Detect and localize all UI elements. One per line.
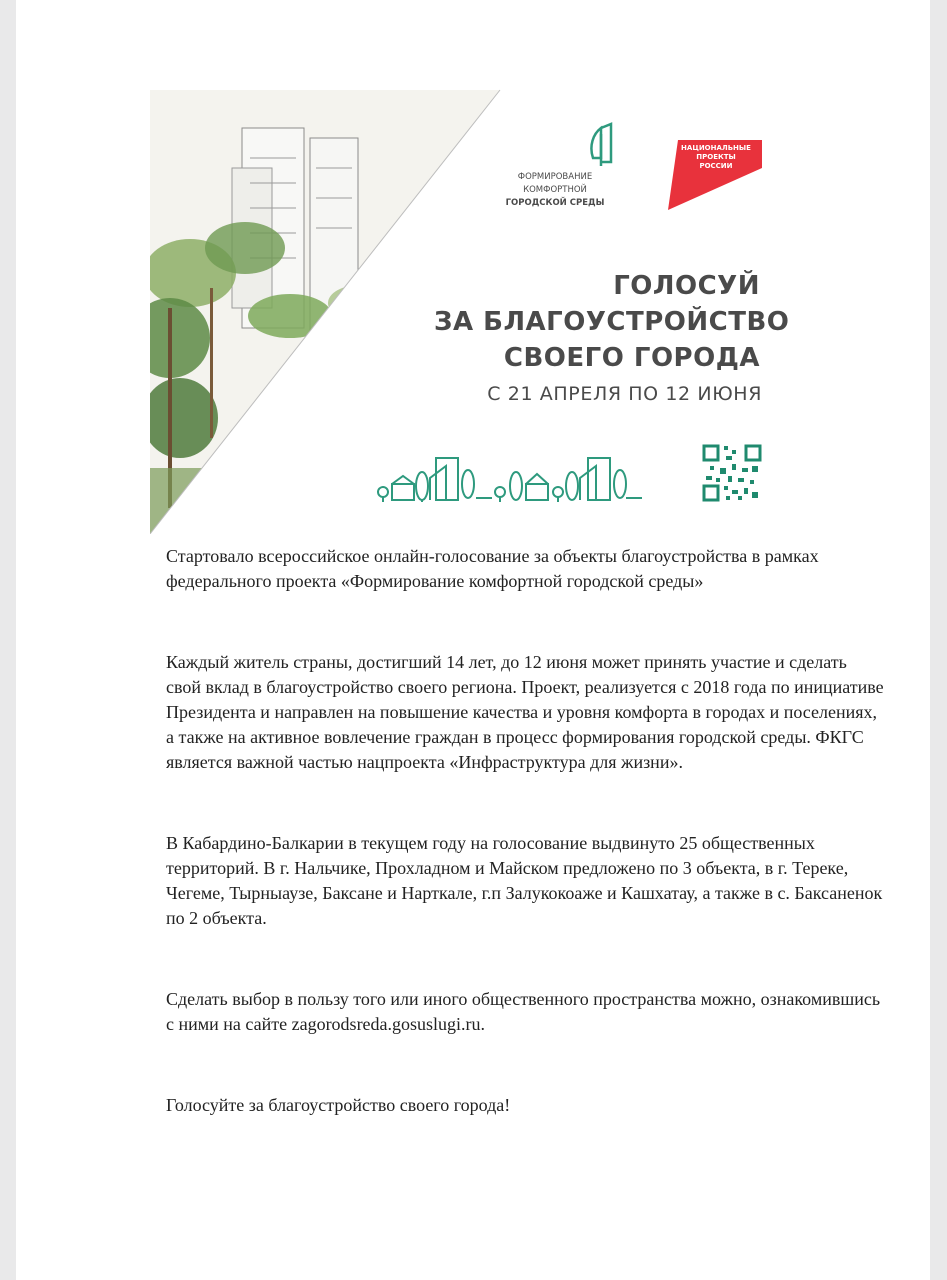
fkgs-logo-text [494,171,616,210]
headline-line-3: СВОЕГО ГОРОДА [503,343,760,373]
headline-line-1: ГОЛОСУЙ [613,271,760,301]
paragraph-1: Стартовало всероссийское онлайн-голосование за объекты благоустройства в рамках федерального проекта «Формирование комфортной городской среды» [166,546,819,591]
paragraph-5: Голосуйте за благоустройство своего города! [166,1095,511,1115]
np-line-3: РОССИИ [699,162,733,170]
voting-dates: С 21 АПРЕЛЯ ПО 12 ИЮНЯ [487,383,762,405]
paragraph-4: Сделать выбор в пользу того или иного общественного пространства можно, ознакомившись с ними на сайте zagorodsreda.gosuslugi.ru. [166,989,881,1034]
city-skyline-icons [378,458,642,502]
fkgs-leaf-logo [591,124,611,166]
np-line-2: ПРОЕКТЫ [696,153,736,161]
national-projects-text [664,144,768,171]
document-page [16,0,930,1280]
fkgs-line-1: ФОРМИРОВАНИЕ [517,172,593,182]
fkgs-line-2: КОМФОРТНОЙ [523,185,587,195]
article-body [166,544,886,1118]
np-line-1: НАЦИОНАЛЬНЫЕ [681,144,751,152]
fkgs-line-3: ГОРОДСКОЙ СРЕДЫ [505,198,605,208]
qr-code [702,444,762,502]
banner-headline [434,268,790,376]
paragraph-3: В Кабардино-Балкарии в текущем году на голосование выдвинуто 25 общественных территорий. В г. Нальчике, Прохладном и Майском предложено по 3 объекта, в г. Тереке, Чегеме, Тырныаузе, Баксане и Нарткале, г.п Залукокоаже и Кашхатау, а также в с. Баксаненок по 2 объекта. [166,833,883,928]
paragraph-2: Каждый житель страны, достигший 14 лет, до 12 июня может принять участие и сделать свой вклад в благоустройство своего региона. Проект, реализуется с 2018 года по инициативе Президента и направлен на повышение качества и уровня комфорта в городах и поселениях, а также на активное вовлечение граждан в процесс формирования городской среды. ФКГС является важной частью нацпроекта «Инфраструктура для жизни». [166,652,884,772]
headline-line-2: ЗА БЛАГОУСТРОЙСТВО [434,307,790,337]
